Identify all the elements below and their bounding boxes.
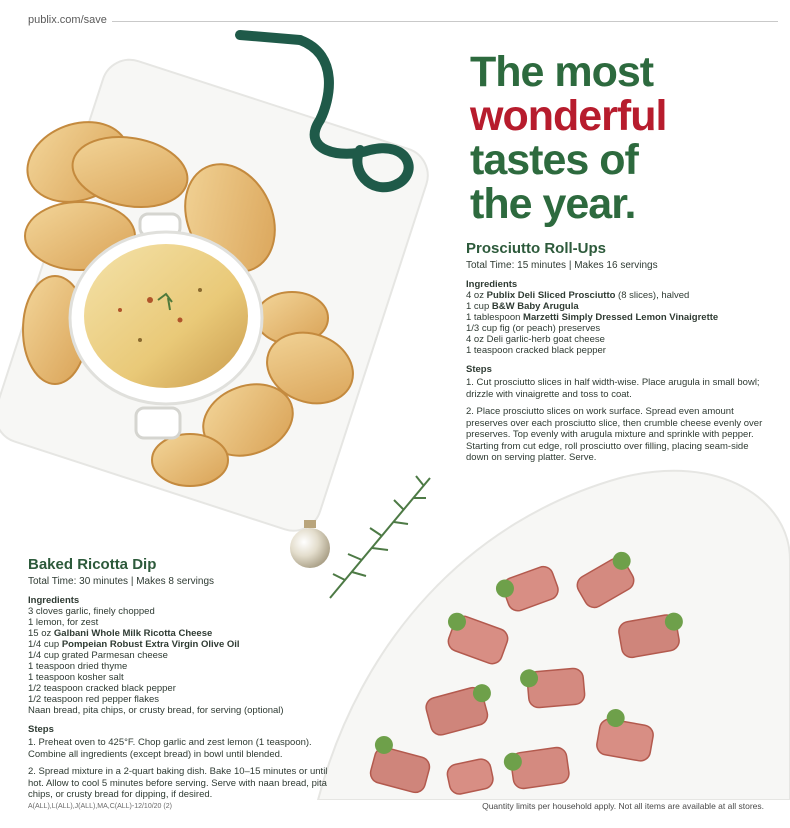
ingredient-line: 4 oz Publix Deli Sliced Prosciutto (8 slices), halved	[466, 290, 690, 301]
ingredient-line: 1 teaspoon kosher salt	[28, 672, 124, 683]
headline-line-4: the year.	[470, 180, 636, 228]
ingredient-line: 1 cup B&W Baby Arugula	[466, 301, 579, 312]
ingredient-line: 1 lemon, for zest	[28, 617, 99, 628]
ingredient-line: 3 cloves garlic, finely chopped	[28, 606, 155, 617]
headline-line-1: The most	[470, 48, 654, 96]
recipe-title: Baked Ricotta Dip	[28, 556, 157, 573]
disclaimer: Quantity limits per household apply. Not all items are available at all stores.	[482, 801, 764, 811]
ingredient-line: 1 teaspoon cracked black pepper	[466, 345, 606, 356]
steps-heading: Steps	[466, 364, 492, 375]
recipe-title: Prosciutto Roll-Ups	[466, 240, 607, 257]
steps-heading: Steps	[28, 724, 54, 735]
ingredient-line: 1 teaspoon dried thyme	[28, 661, 128, 672]
ingredient-line: 1/4 cup grated Parmesan cheese	[28, 650, 168, 661]
herb-sprig	[330, 476, 430, 598]
ricotta-recipe	[28, 556, 328, 801]
ingredient-line: 1 tablespoon Marzetti Simply Dressed Lemon Vinaigrette	[466, 312, 719, 323]
headline	[470, 50, 780, 226]
step-1: 1. Preheat oven to 425°F. Chop garlic and zest lemon (1 teaspoon). Combine all ingredients (except bread) in bowl until blended.	[28, 737, 312, 760]
ingredient-line: Naan bread, pita chips, or crusty bread, for serving (optional)	[28, 705, 284, 716]
step-1: 1. Cut prosciutto slices in half width-wise. Place arugula in small bowl; drizzle with vinaigrette and toss to coat.	[466, 377, 760, 400]
recipe-meta: Total Time: 30 minutes | Makes 8 servings	[28, 576, 215, 587]
ingredients-heading: Ingredients	[466, 279, 518, 290]
ingredients-list	[466, 290, 766, 356]
ingredients-list	[28, 606, 328, 716]
recipe-meta: Total Time: 15 minutes | Makes 16 servings	[466, 260, 658, 271]
headline-line-2: wonderful	[470, 92, 667, 140]
step-2: 2. Place prosciutto slices on work surface. Spread even amount preserves over each prosciutto slice, then crumble cheese evenly over preserves. Top evenly with arugula mixture and sprinkle with pepper. Starting from cut edge, roll prosciutto over filling, placing seam-side down on serving platter. Serve.	[466, 406, 763, 463]
prosciutto-recipe	[466, 240, 766, 464]
ingredient-line: 1/2 teaspoon red pepper flakes	[28, 694, 159, 705]
ingredient-line: 4 oz Deli garlic-herb goat cheese	[466, 334, 605, 345]
step-2: 2. Spread mixture in a 2-quart baking dish. Bake 10–15 minutes or until hot. Allow to cool 5 minutes before serving. Serve with naan bread, pita chips, or crusty bread for dipping, if desired.	[28, 766, 328, 800]
ingredient-line: 1/2 teaspoon cracked black pepper	[28, 683, 176, 694]
site-url: publix.com/save	[28, 14, 107, 26]
ingredient-line: 15 oz Galbani Whole Milk Ricotta Cheese	[28, 628, 213, 639]
ingredients-heading: Ingredients	[28, 595, 80, 606]
ad-code: A(ALL),L(ALL),J(ALL),MA,C(ALL)-12/10/20 (2)	[28, 803, 172, 810]
ingredient-line: 1/4 cup Pompeian Robust Extra Virgin Olive Oil	[28, 639, 240, 650]
ingredient-line: 1/3 cup fig (or peach) preserves	[466, 323, 601, 334]
headline-line-3: tastes of	[470, 136, 638, 184]
